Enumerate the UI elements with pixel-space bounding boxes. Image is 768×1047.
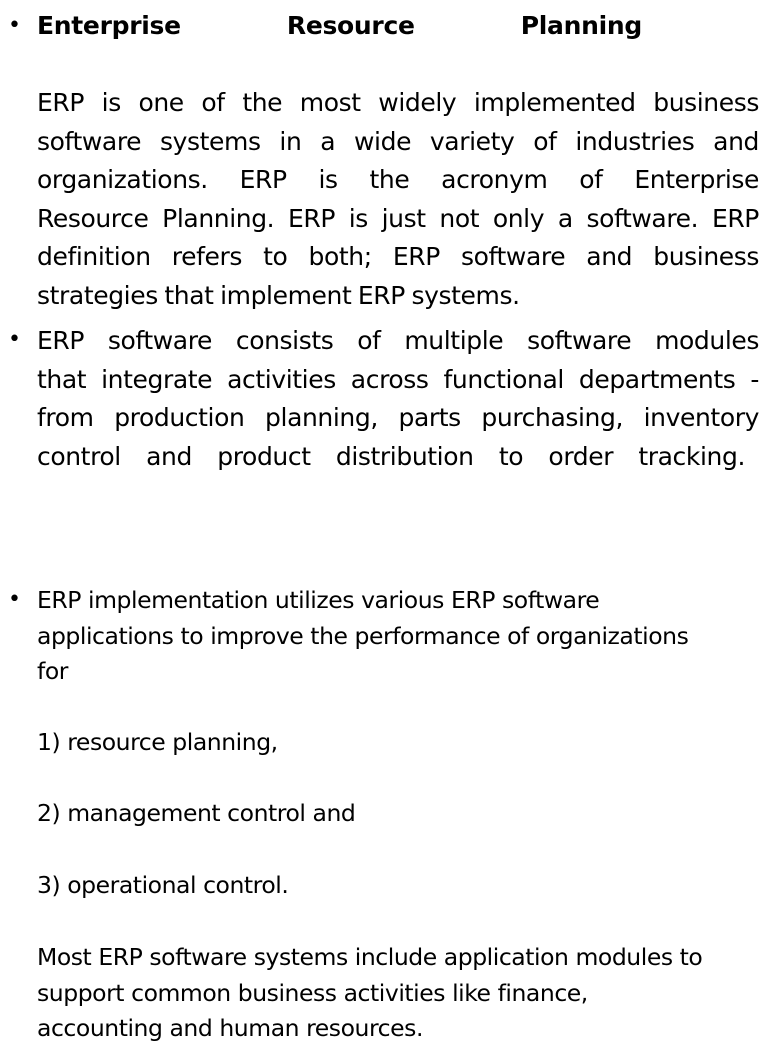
paragraph-line: Resource Planning. ERP is just not only a software. ERP [37, 203, 759, 233]
paragraph-line: for [37, 657, 68, 685]
paragraph-line: ERP is one of the most widely implemented business [37, 88, 759, 117]
closing-paragraph [37, 940, 754, 1047]
intro-paragraph [37, 84, 759, 316]
paragraph-line: organizations. ERP is the acronym of Enterprise [37, 165, 759, 195]
paragraph-line: applications to improve the performance of organizations [37, 621, 689, 650]
paragraph-line: definition refers to both; ERP software and business [37, 242, 759, 272]
implementation-item: 3) operational control. [37, 871, 289, 899]
bullet-marker: • [8, 327, 21, 352]
heading-word: Planning [520, 11, 642, 40]
implementation-item: 2) management control and [37, 799, 356, 827]
heading-word: Resource [286, 11, 415, 40]
paragraph-line: from production planning, parts purchasing, inventory [37, 403, 759, 433]
heading-title [37, 8, 642, 44]
paragraph-line: ERP software consists of multiple software modules [37, 326, 759, 355]
paragraph-line: that integrate activities across functional departments - [37, 364, 759, 394]
paragraph-line: support common business activities like finance, [37, 978, 588, 1007]
modules-paragraph [37, 322, 759, 476]
implementation-paragraph [37, 583, 748, 690]
heading-word: Enterprise [37, 11, 181, 40]
paragraph-line: Most ERP software systems include application modules to [37, 943, 703, 971]
paragraph-line: accounting and human resources. [37, 1014, 423, 1042]
paragraph-line: software systems in a wide variety of industries and [37, 126, 759, 156]
bullet-marker: • [8, 587, 21, 612]
implementation-item: 1) resource planning, [37, 728, 278, 756]
paragraph-line: ERP implementation utilizes various ERP software [37, 586, 600, 614]
paragraph-line: control and product distribution to order tracking. [37, 441, 745, 471]
bullet-marker: • [8, 13, 21, 38]
paragraph-line: strategies that implement ERP systems. [37, 280, 520, 310]
